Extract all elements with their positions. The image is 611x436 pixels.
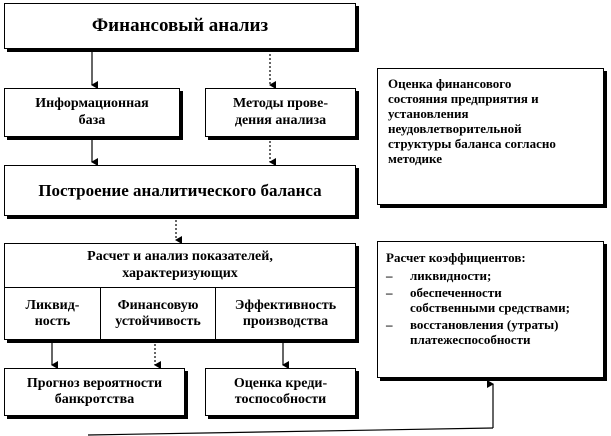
efficiency-cell — [216, 288, 355, 340]
assessment-box — [377, 68, 604, 205]
methods-line-1: Методы прове- — [233, 96, 328, 112]
coef-item-solvency — [386, 318, 595, 348]
assessment-line-1: Оценка финансового — [388, 76, 512, 91]
coef-item-3-line-2: платежеспособности — [410, 331, 531, 347]
coef-item-2-line-1: обеспеченности — [410, 284, 502, 300]
financial-analysis-box — [4, 3, 356, 49]
connector-bottom — [88, 428, 493, 435]
coef-item-1-line-1: ликвидности; — [410, 267, 492, 283]
coef-item-liquidity — [386, 269, 595, 284]
info-base-box — [4, 88, 180, 137]
analytic-balance-label: Построение аналитического баланса — [38, 180, 322, 200]
coef-item-3-line-1: восстановления (утраты) — [410, 316, 559, 332]
efficiency-line-2: производства — [242, 314, 329, 329]
calc-analysis-line-2: характеризующих — [122, 265, 238, 281]
coef-dash: – — [386, 267, 393, 283]
info-base-line-2: база — [78, 112, 106, 128]
liquidity-cell — [5, 288, 101, 340]
credit-line-1: Оценка креди- — [233, 375, 328, 391]
fin-stability-line-2: устойчивость — [115, 314, 201, 329]
coef-item-2-line-2: собственными средствами; — [410, 299, 570, 315]
info-base-line-1: Информационная — [35, 96, 149, 112]
assessment-line-3: установления — [388, 105, 469, 121]
calc-analysis-line-1: Расчет и анализ показателей, — [87, 249, 273, 265]
coefficients-box — [377, 241, 604, 378]
bankruptcy-box — [4, 368, 185, 416]
assessment-line-2: состояния предприятия и — [388, 90, 539, 106]
liquidity-line-1: Ликвид- — [25, 297, 80, 313]
analytic-balance-box — [4, 165, 356, 216]
coef-dash: – — [386, 316, 393, 332]
calc-analysis-box — [4, 243, 356, 340]
fin-stability-line-1: Финансовую — [117, 297, 199, 313]
coef-item-provision — [386, 286, 595, 316]
coefficients-list — [386, 269, 595, 348]
assessment-line-5: структуры баланса согласно — [388, 135, 556, 151]
coef-dash: – — [386, 284, 393, 300]
efficiency-line-1: Эффективность — [234, 297, 337, 313]
liquidity-line-2: ность — [34, 314, 71, 329]
fin-stability-cell — [101, 288, 216, 340]
financial-analysis-label: Финансовый анализ — [91, 15, 269, 36]
bankruptcy-line-2: банкротства — [54, 392, 135, 407]
methods-line-2: дения анализа — [234, 112, 327, 128]
assessment-line-6: методике — [388, 150, 442, 166]
bankruptcy-line-1: Прогноз вероятности — [26, 375, 163, 391]
assessment-line-4: неудовлетворительной — [388, 120, 522, 136]
coefficients-title: Расчет коэффициентов: — [386, 250, 526, 265]
methods-box — [205, 88, 356, 137]
calc-analysis-header — [5, 244, 355, 288]
credit-line-2: тоспособности — [234, 392, 327, 407]
credit-box — [205, 368, 356, 416]
